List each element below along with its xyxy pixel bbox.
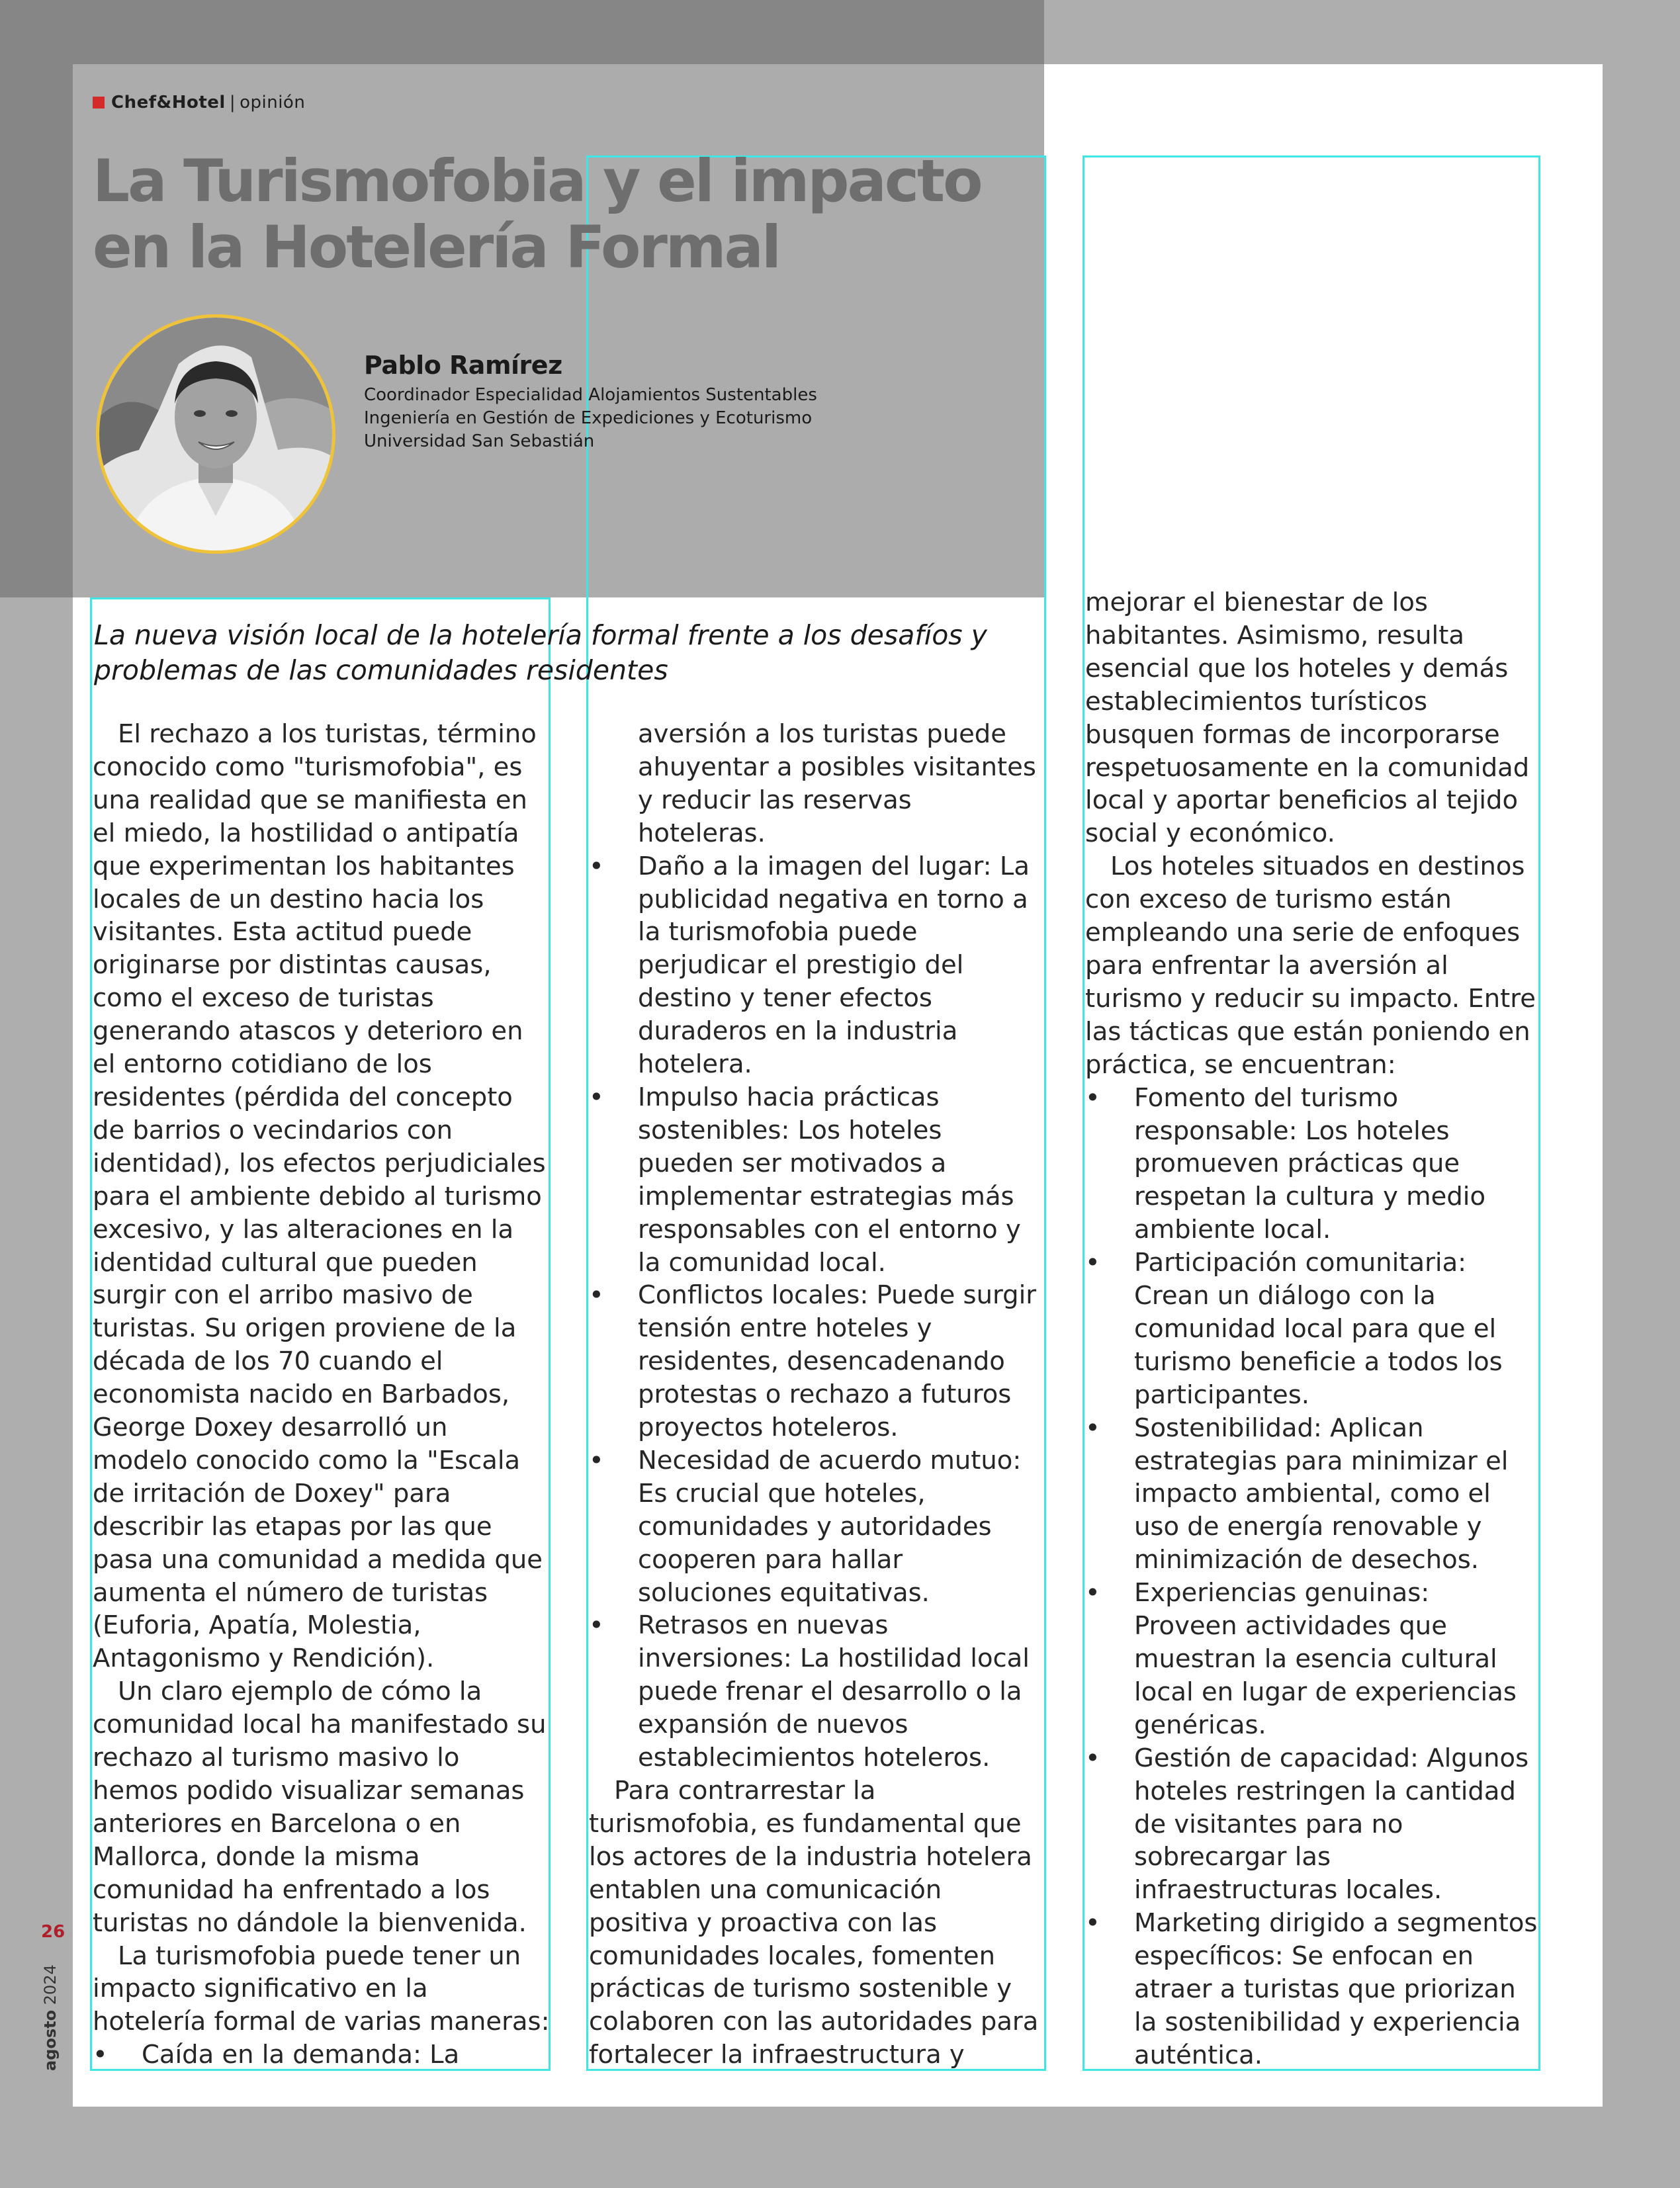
bullet-icon: • [589,1280,604,1311]
list-item [1085,1082,1537,1247]
paragraph [1085,586,1537,850]
text-line: busquen formas de incorporarse [1085,719,1500,750]
title-line-1: La Turismofobia y el impacto [93,147,981,215]
text-line: turistas no dándole la bienvenida. [93,1907,527,1938]
text-line: local en lugar de experiencias [1134,1677,1517,1707]
text-line: Mallorca, donde la misma [93,1841,420,1872]
list-item [589,1444,1038,1610]
text-line: sostenibles: Los hoteles [638,1115,942,1145]
text-line: Caída en la demanda: La [142,2040,460,2070]
tactics-list [1085,1082,1537,2072]
text-line: la comunidad local. [638,1247,886,1278]
paragraph [1085,850,1537,1081]
text-line: La turismofobia puede tener un [118,1941,521,1971]
text-line: (Euforia, Apatía, Molestia, [93,1610,421,1641]
text-line: proyectos hoteleros. [638,1413,899,1443]
bullet-icon: • [1085,1248,1100,1278]
text-line: residentes (pérdida del concepto [93,1082,513,1112]
list-item [589,1081,1038,1279]
text-line: impacto significativo en la [93,1974,428,2004]
text-line: hoteleras. [638,818,766,848]
text-line: economista nacido en Barbados, [93,1379,510,1410]
text-line: ahuyentar a posibles visitantes [638,752,1036,782]
author-portrait-image [99,318,332,550]
text-line: expansión de nuevos [638,1710,908,1740]
text-line: Un claro ejemplo de cómo la [118,1677,482,1707]
text-line: empleando una serie de enfoques [1085,918,1521,948]
impact-list-continued [589,718,1038,1774]
paragraph [93,718,550,1675]
text-line: la sostenibilidad y experiencia [1134,2007,1521,2037]
text-line: comunidad local ha manifestado su [93,1710,547,1740]
text-line: comunidad local para que el [1134,1313,1497,1344]
text-line: Impulso hacia prácticas [638,1082,940,1112]
brand-square-icon [93,97,105,109]
text-line: década de los 70 cuando el [93,1346,443,1377]
text-line: local y aportar beneficios al tejido [1085,785,1519,816]
brand-name: Chef&Hotel [111,93,226,112]
issue-date [41,1964,60,2071]
text-line: comunidades locales, fomenten [589,1941,995,1971]
text-line: Fomento del turismo [1134,1082,1399,1113]
text-line: responsables con el entorno y [638,1214,1021,1245]
text-line: comunidades y autoridades [638,1511,992,1542]
text-line: específicos: Se enfocan en [1134,1941,1474,1972]
article-lead [94,618,1020,688]
list-item [1085,1247,1537,1412]
text-line: hoteles restringen la cantidad [1134,1776,1516,1806]
text-line: rechazo al turismo masivo lo [93,1743,460,1773]
text-line: protestas o rechazo a futuros [638,1379,1012,1410]
text-line: minimización de desechos. [1134,1545,1480,1575]
text-line: describir las etapas por las que [93,1511,492,1542]
text-line: el entorno cotidiano de los [93,1049,432,1080]
text-line: conocido como "turismofobia", es [93,752,523,782]
text-line: el miedo, la hostilidad o antipatía [93,818,519,848]
author-program: Ingeniería en Gestión de Expediciones y Ecoturismo [364,408,813,428]
text-line: establecimientos hoteleros. [638,1743,991,1773]
text-line: pueden ser motivados a [638,1148,947,1178]
text-line: duraderos en la industria [638,1016,958,1047]
lead-line-2: problemas de las comunidades residentes [94,654,668,686]
text-line: Necesidad de acuerdo mutuo: [638,1445,1022,1475]
list-item [1085,1577,1537,1742]
text-line: impacto ambiental, como el [1134,1479,1491,1509]
list-item [1085,1907,1537,2072]
text-line: ambiente local. [1134,1215,1331,1245]
text-line: modelo conocido como la "Escala [93,1445,521,1475]
text-line: establecimientos turísticos [1085,686,1428,717]
text-column-1 [93,718,550,2072]
text-line: Retrasos en nuevas [638,1610,889,1641]
text-line: hotelera. [638,1049,752,1080]
text-line: uso de energía renovable y [1134,1512,1482,1542]
text-line: sobrecargar las [1134,1842,1331,1872]
text-line: Crean un diálogo con la [1134,1281,1436,1311]
list-item [1085,1412,1537,1577]
text-line: implementar estrategias más [638,1181,1014,1211]
text-line: El rechazo a los turistas, término [118,719,537,749]
text-line: respetan la cultura y medio [1134,1182,1486,1212]
list-item [589,850,1038,1081]
text-line: colaboren con las autoridades para [589,2007,1039,2037]
text-line: atraer a turistas que priorizan [1134,1974,1516,2005]
text-line: generando atascos y deterioro en [93,1016,523,1047]
text-line: Conflictos locales: Puede surgir [638,1280,1037,1311]
text-line: tensión entre hoteles y [638,1313,932,1344]
text-line: los actores de la industria hotelera [589,1841,1032,1872]
bullet-icon: • [1085,1743,1100,1773]
text-line: y reducir las reservas [638,785,912,815]
text-line: perjudicar el prestigio del [638,950,964,981]
list-item [589,718,1038,850]
bullet-icon: • [1085,1413,1100,1443]
text-line: destino y tener efectos [638,983,932,1014]
text-line: positiva y proactiva con las [589,1907,938,1938]
section-brand [93,93,305,112]
text-line: de visitantes para no [1134,1809,1403,1839]
text-line: auténtica. [1134,2040,1262,2070]
text-line: hemos podido visualizar semanas [93,1776,525,1806]
bullet-icon: • [1085,1578,1100,1608]
text-line: turismo beneficie a todos los [1134,1346,1503,1377]
text-line: para el ambiente debido al turismo [93,1181,542,1211]
text-line: con exceso de turismo están [1085,885,1452,915]
text-line: genéricas. [1134,1710,1266,1740]
bullet-icon: • [1085,1908,1100,1939]
text-line: estrategias para minimizar el [1134,1446,1509,1476]
text-line: soluciones equitativas. [638,1577,930,1608]
text-line: turistas. Su origen proviene de la [93,1313,517,1344]
text-line: para enfrentar la aversión al [1085,950,1448,981]
bullet-icon: • [589,1610,604,1641]
list-item [93,2038,550,2072]
impact-list [93,2038,550,2072]
text-line: Marketing dirigido a segmentos [1134,1908,1538,1939]
title-line-2: en la Hotelería Formal [93,213,780,281]
text-column-2 [589,718,1038,2072]
author-photo [96,314,335,554]
bullet-icon: • [589,1445,604,1475]
bullet-icon: • [589,1082,604,1112]
text-line: visitantes. Esta actitud puede [93,917,472,947]
text-line: muestran la esencia cultural [1134,1644,1497,1674]
text-line: Para contrarrestar la [614,1776,876,1806]
bullet-icon: • [1085,1082,1100,1113]
text-column-3 [1085,586,1537,2072]
list-item [1085,1742,1537,1907]
text-line: fortalecer la infraestructura y [589,2040,965,2070]
text-line: una realidad que se manifiesta en [93,785,527,815]
paragraph [93,1675,550,1939]
author-block [364,351,817,453]
text-line: Participación comunitaria: [1134,1248,1467,1278]
text-line: infraestructuras locales. [1134,1875,1442,1905]
section-label: opinión [240,93,306,112]
text-line: inversiones: La hostilidad local [638,1643,1030,1674]
text-line: promueven prácticas que [1134,1149,1460,1179]
text-line: respetuosamente en la comunidad [1085,752,1530,783]
list-item [589,1279,1038,1444]
text-line: de irritación de Doxey" para [93,1478,451,1509]
brand-separator: | [229,93,236,112]
text-line: Gestión de capacidad: Algunos [1134,1743,1529,1773]
text-line: puede frenar el desarrollo o la [638,1677,1022,1707]
text-line: Es crucial que hoteles, [638,1478,926,1509]
text-line: práctica, se encuentran: [1085,1049,1396,1080]
paragraph [589,1774,1038,2072]
bullet-icon: • [589,851,604,881]
text-line: Sostenibilidad: Aplican [1134,1413,1424,1443]
text-line: locales de un destino hacia los [93,884,484,914]
text-line: Proveen actividades que [1134,1611,1447,1641]
text-line: como el exceso de turistas [93,983,434,1014]
text-line: identidad), los efectos perjudiciales [93,1148,546,1178]
text-line: Experiencias genuinas: [1134,1578,1430,1608]
issue-month: agosto [41,2009,60,2071]
text-line: surgir con el arribo masivo de [93,1280,473,1311]
text-line: que experimentan los habitantes [93,851,515,881]
text-line: aversión a los turistas puede [638,719,1006,749]
paragraph [93,1940,550,2039]
text-line: esencial que los hoteles y demás [1085,653,1509,683]
text-line: prácticas de turismo sostenible y [589,1974,1012,2004]
author-name: Pablo Ramírez [364,351,562,380]
text-line: social y económico. [1085,818,1335,849]
author-university: Universidad San Sebastián [364,431,595,451]
text-line: comunidad ha enfrentado a los [93,1874,490,1905]
text-line: residentes, desencadenando [638,1346,1005,1377]
lead-line-1: La nueva visión local de la hotelería formal frente a los desafíos y [94,619,987,651]
text-line: Antagonismo y Rendición). [93,1643,435,1674]
text-line: pasa una comunidad a medida que [93,1544,543,1575]
text-line: turismo y reducir su impacto. Entre [1085,983,1536,1014]
issue-year: 2024 [41,1964,60,2005]
text-line: participantes. [1134,1379,1310,1410]
text-line: habitantes. Asimismo, resulta [1085,620,1464,650]
text-line: cooperen para hallar [638,1544,903,1575]
text-line: aumenta el número de turistas [93,1577,488,1608]
text-line: excesivo, y las alteraciones en la [93,1214,514,1245]
text-line: de barrios o vecindarios con [93,1115,453,1145]
text-line: Los hoteles situados en destinos [1110,852,1525,882]
page-number: 26 [41,1922,66,1942]
text-line: hotelería formal de varias maneras: [93,2007,550,2037]
text-line: mejorar el bienestar de los [1085,588,1428,617]
text-line: anteriores en Barcelona o en [93,1808,461,1839]
text-line: George Doxey desarrolló un [93,1413,448,1443]
text-line: Daño a la imagen del lugar: La [638,851,1030,881]
text-line: originarse por distintas causas, [93,950,492,981]
text-line: publicidad negativa en torno a [638,884,1028,914]
bullet-icon: • [93,2040,108,2070]
text-line: entablen una comunicación [589,1874,942,1905]
text-line: la turismofobia puede [638,917,918,947]
text-line: responsable: Los hoteles [1134,1116,1450,1146]
text-line: turismofobia, es fundamental que [589,1808,1022,1839]
text-line: las tácticas que están poniendo en [1085,1016,1530,1047]
text-line: identidad cultural que pueden [93,1247,478,1278]
list-item [589,1609,1038,1774]
article-title [93,148,1019,281]
author-role: Coordinador Especialidad Alojamientos Sustentables [364,385,817,405]
